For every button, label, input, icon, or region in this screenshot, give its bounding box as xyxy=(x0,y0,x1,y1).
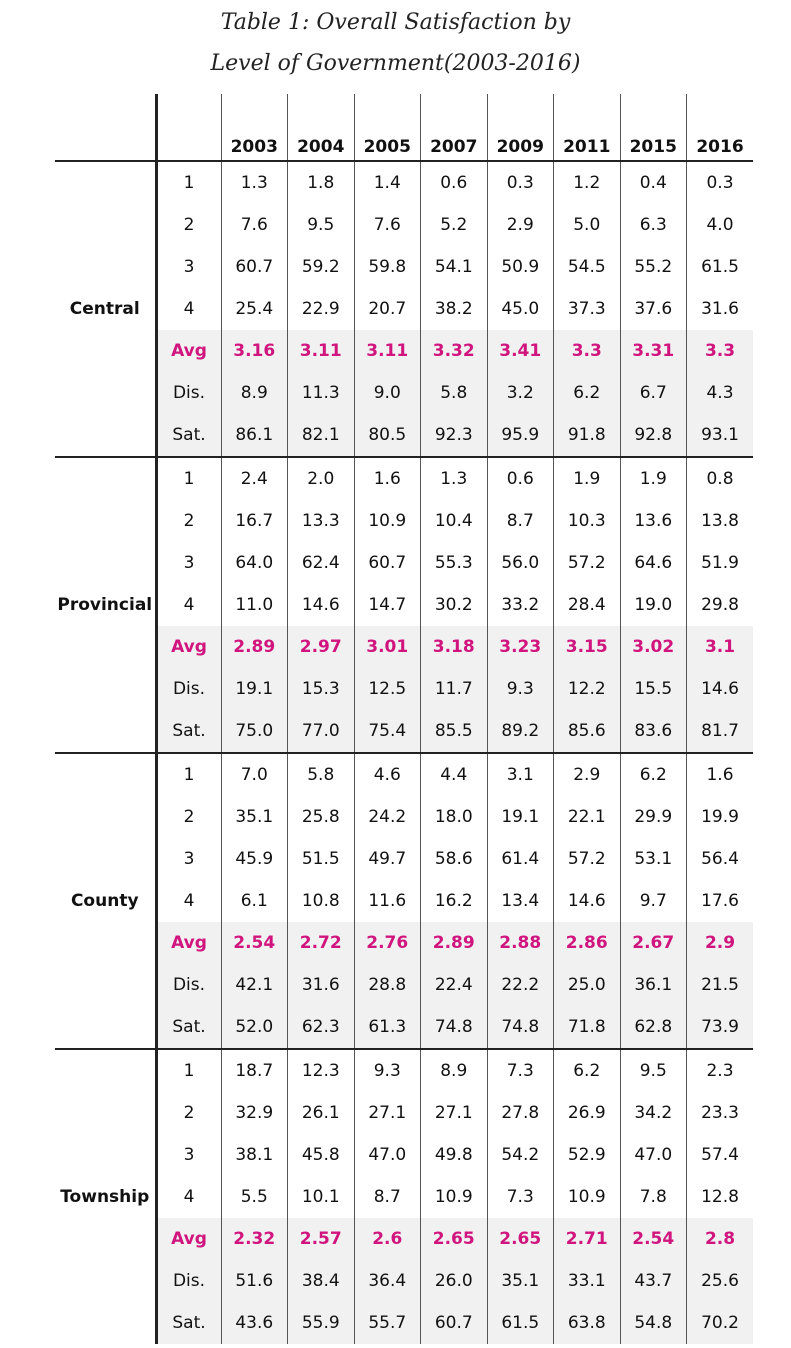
value-cell: 2.9 xyxy=(554,753,621,796)
value-cell: 5.0 xyxy=(554,204,621,246)
value-cell: 2.32 xyxy=(221,1218,288,1260)
table-title-line-2: Level of Government(2003-2016) xyxy=(210,51,581,76)
value-cell: 37.6 xyxy=(620,288,687,330)
header-level-cell xyxy=(55,94,156,161)
value-cell: 10.9 xyxy=(421,1176,488,1218)
value-cell: 23.3 xyxy=(687,1092,754,1134)
value-cell: 55.3 xyxy=(421,542,488,584)
year-header: 2009 xyxy=(487,94,554,161)
value-cell: 0.4 xyxy=(620,161,687,204)
value-cell: 6.2 xyxy=(554,372,621,414)
value-cell: 22.9 xyxy=(288,288,355,330)
value-cell: 57.2 xyxy=(554,838,621,880)
value-cell: 34.2 xyxy=(620,1092,687,1134)
table-row xyxy=(55,880,753,922)
row-code: 2 xyxy=(156,204,221,246)
value-cell: 2.86 xyxy=(554,922,621,964)
value-cell: 14.6 xyxy=(687,668,754,710)
value-cell: 31.6 xyxy=(288,964,355,1006)
value-cell: 28.4 xyxy=(554,584,621,626)
value-cell: 30.2 xyxy=(421,584,488,626)
value-cell: 1.2 xyxy=(554,161,621,204)
value-cell: 3.11 xyxy=(288,330,355,372)
value-cell: 3.31 xyxy=(620,330,687,372)
row-code: Avg xyxy=(156,1218,221,1260)
value-cell: 61.5 xyxy=(487,1302,554,1344)
value-cell: 3.15 xyxy=(554,626,621,668)
value-cell: 9.3 xyxy=(354,1049,421,1092)
value-cell: 10.1 xyxy=(288,1176,355,1218)
value-cell: 10.9 xyxy=(554,1176,621,1218)
value-cell: 19.1 xyxy=(221,668,288,710)
value-cell: 2.72 xyxy=(288,922,355,964)
value-cell: 45.8 xyxy=(288,1134,355,1176)
value-cell: 3.18 xyxy=(421,626,488,668)
value-cell: 2.6 xyxy=(354,1218,421,1260)
value-cell: 45.0 xyxy=(487,288,554,330)
value-cell: 1.3 xyxy=(421,457,488,500)
value-cell: 62.8 xyxy=(620,1006,687,1049)
value-cell: 9.0 xyxy=(354,372,421,414)
row-code: 1 xyxy=(156,161,221,204)
table-row xyxy=(55,1092,753,1134)
value-cell: 12.8 xyxy=(687,1176,754,1218)
row-code: Avg xyxy=(156,330,221,372)
value-cell: 9.7 xyxy=(620,880,687,922)
value-cell: 25.8 xyxy=(288,796,355,838)
value-cell: 3.02 xyxy=(620,626,687,668)
row-code: Sat. xyxy=(156,414,221,457)
value-cell: 2.4 xyxy=(221,457,288,500)
value-cell: 7.0 xyxy=(221,753,288,796)
value-cell: 24.2 xyxy=(354,796,421,838)
value-cell: 8.7 xyxy=(354,1176,421,1218)
value-cell: 2.54 xyxy=(221,922,288,964)
value-cell: 26.0 xyxy=(421,1260,488,1302)
row-code: 2 xyxy=(156,500,221,542)
value-cell: 3.23 xyxy=(487,626,554,668)
value-cell: 56.0 xyxy=(487,542,554,584)
row-code: 3 xyxy=(156,542,221,584)
value-cell: 54.5 xyxy=(554,246,621,288)
value-cell: 54.8 xyxy=(620,1302,687,1344)
table-row xyxy=(55,838,753,880)
value-cell: 51.5 xyxy=(288,838,355,880)
value-cell: 15.3 xyxy=(288,668,355,710)
value-cell: 64.0 xyxy=(221,542,288,584)
value-cell: 35.1 xyxy=(487,1260,554,1302)
value-cell: 3.01 xyxy=(354,626,421,668)
value-cell: 55.7 xyxy=(354,1302,421,1344)
value-cell: 2.65 xyxy=(421,1218,488,1260)
value-cell: 9.5 xyxy=(288,204,355,246)
value-cell: 10.4 xyxy=(421,500,488,542)
value-cell: 33.2 xyxy=(487,584,554,626)
value-cell: 52.9 xyxy=(554,1134,621,1176)
value-cell: 47.0 xyxy=(620,1134,687,1176)
level-label: Central xyxy=(69,299,140,319)
value-cell: 59.2 xyxy=(288,246,355,288)
value-cell: 62.3 xyxy=(288,1006,355,1049)
row-code: 4 xyxy=(156,584,221,626)
level-label: County xyxy=(55,753,156,1049)
value-cell: 5.5 xyxy=(221,1176,288,1218)
value-cell: 13.3 xyxy=(288,500,355,542)
value-cell: 60.7 xyxy=(221,246,288,288)
value-cell: 85.6 xyxy=(554,710,621,753)
value-cell: 25.6 xyxy=(687,1260,754,1302)
value-cell: 1.4 xyxy=(354,161,421,204)
value-cell: 0.8 xyxy=(687,457,754,500)
row-code: 4 xyxy=(156,288,221,330)
value-cell: 70.2 xyxy=(687,1302,754,1344)
value-cell: 4.4 xyxy=(421,753,488,796)
value-cell: 0.3 xyxy=(487,161,554,204)
value-cell: 51.6 xyxy=(221,1260,288,1302)
value-cell: 2.0 xyxy=(288,457,355,500)
satisfaction-table xyxy=(55,94,753,1344)
value-cell: 26.9 xyxy=(554,1092,621,1134)
value-cell: 38.4 xyxy=(288,1260,355,1302)
value-cell: 27.1 xyxy=(421,1092,488,1134)
table-row xyxy=(55,1176,753,1218)
row-code: Dis. xyxy=(156,668,221,710)
value-cell: 3.3 xyxy=(687,330,754,372)
value-cell: 93.1 xyxy=(687,414,754,457)
table-row xyxy=(55,964,753,1006)
value-cell: 36.4 xyxy=(354,1260,421,1302)
value-cell: 19.0 xyxy=(620,584,687,626)
value-cell: 6.2 xyxy=(620,753,687,796)
value-cell: 86.1 xyxy=(221,414,288,457)
value-cell: 3.2 xyxy=(487,372,554,414)
value-cell: 8.9 xyxy=(221,372,288,414)
value-cell: 3.1 xyxy=(687,626,754,668)
value-cell: 11.3 xyxy=(288,372,355,414)
table-row xyxy=(55,753,753,796)
row-code: Sat. xyxy=(156,1006,221,1049)
value-cell: 16.7 xyxy=(221,500,288,542)
value-cell: 3.16 xyxy=(221,330,288,372)
table-row xyxy=(55,922,753,964)
value-cell: 1.8 xyxy=(288,161,355,204)
value-cell: 80.5 xyxy=(354,414,421,457)
value-cell: 7.8 xyxy=(620,1176,687,1218)
value-cell: 0.3 xyxy=(687,161,754,204)
row-code: 3 xyxy=(156,246,221,288)
value-cell: 49.8 xyxy=(421,1134,488,1176)
table-row xyxy=(55,330,753,372)
value-cell: 27.8 xyxy=(487,1092,554,1134)
value-cell: 6.2 xyxy=(554,1049,621,1092)
year-header: 2015 xyxy=(620,94,687,161)
table-row xyxy=(55,414,753,457)
row-code: Dis. xyxy=(156,1260,221,1302)
value-cell: 21.5 xyxy=(687,964,754,1006)
value-cell: 74.8 xyxy=(487,1006,554,1049)
value-cell: 2.71 xyxy=(554,1218,621,1260)
value-cell: 43.6 xyxy=(221,1302,288,1344)
value-cell: 10.8 xyxy=(288,880,355,922)
value-cell: 9.3 xyxy=(487,668,554,710)
value-cell: 11.7 xyxy=(421,668,488,710)
row-code: 3 xyxy=(156,1134,221,1176)
table-row xyxy=(55,1134,753,1176)
value-cell: 33.1 xyxy=(554,1260,621,1302)
value-cell: 60.7 xyxy=(421,1302,488,1344)
value-cell: 38.1 xyxy=(221,1134,288,1176)
table-row xyxy=(55,584,753,626)
table-row xyxy=(55,1049,753,1092)
value-cell: 4.6 xyxy=(354,753,421,796)
table-row xyxy=(55,1260,753,1302)
value-cell: 82.1 xyxy=(288,414,355,457)
value-cell: 22.2 xyxy=(487,964,554,1006)
value-cell: 59.8 xyxy=(354,246,421,288)
year-header: 2011 xyxy=(554,94,621,161)
year-header: 2016 xyxy=(687,94,754,161)
row-code: Avg xyxy=(156,922,221,964)
value-cell: 22.4 xyxy=(421,964,488,1006)
value-cell: 25.0 xyxy=(554,964,621,1006)
value-cell: 2.9 xyxy=(487,204,554,246)
value-cell: 61.5 xyxy=(687,246,754,288)
value-cell: 42.1 xyxy=(221,964,288,1006)
value-cell: 31.6 xyxy=(687,288,754,330)
value-cell: 14.7 xyxy=(354,584,421,626)
year-header: 2004 xyxy=(288,94,355,161)
row-code: 4 xyxy=(156,880,221,922)
value-cell: 2.88 xyxy=(487,922,554,964)
value-cell: 71.8 xyxy=(554,1006,621,1049)
value-cell: 2.97 xyxy=(288,626,355,668)
value-cell: 2.54 xyxy=(620,1218,687,1260)
value-cell: 74.8 xyxy=(421,1006,488,1049)
table-row xyxy=(55,1006,753,1049)
row-code: 1 xyxy=(156,753,221,796)
value-cell: 92.3 xyxy=(421,414,488,457)
table-row xyxy=(55,500,753,542)
row-code: 2 xyxy=(156,1092,221,1134)
value-cell: 15.5 xyxy=(620,668,687,710)
value-cell: 55.9 xyxy=(288,1302,355,1344)
value-cell: 2.9 xyxy=(687,922,754,964)
value-cell: 19.9 xyxy=(687,796,754,838)
value-cell: 2.57 xyxy=(288,1218,355,1260)
value-cell: 0.6 xyxy=(421,161,488,204)
value-cell: 6.7 xyxy=(620,372,687,414)
table-row xyxy=(55,796,753,838)
value-cell: 45.9 xyxy=(221,838,288,880)
value-cell: 75.0 xyxy=(221,710,288,753)
value-cell: 7.3 xyxy=(487,1049,554,1092)
value-cell: 13.6 xyxy=(620,500,687,542)
value-cell: 10.3 xyxy=(554,500,621,542)
table-row xyxy=(55,246,753,288)
value-cell: 77.0 xyxy=(288,710,355,753)
value-cell: 57.4 xyxy=(687,1134,754,1176)
value-cell: 5.8 xyxy=(421,372,488,414)
table-row xyxy=(55,288,753,330)
value-cell: 2.3 xyxy=(687,1049,754,1092)
row-code: 4 xyxy=(156,1176,221,1218)
value-cell: 4.0 xyxy=(687,204,754,246)
value-cell: 0.6 xyxy=(487,457,554,500)
value-cell: 18.0 xyxy=(421,796,488,838)
value-cell: 26.1 xyxy=(288,1092,355,1134)
value-cell: 54.2 xyxy=(487,1134,554,1176)
value-cell: 2.67 xyxy=(620,922,687,964)
value-cell: 53.1 xyxy=(620,838,687,880)
value-cell: 2.65 xyxy=(487,1218,554,1260)
value-cell: 35.1 xyxy=(221,796,288,838)
value-cell: 56.4 xyxy=(687,838,754,880)
level-label: Provincial xyxy=(55,457,156,753)
value-cell: 12.5 xyxy=(354,668,421,710)
value-cell: 11.6 xyxy=(354,880,421,922)
value-cell: 2.89 xyxy=(421,922,488,964)
value-cell: 3.1 xyxy=(487,753,554,796)
value-cell: 75.4 xyxy=(354,710,421,753)
value-cell: 47.0 xyxy=(354,1134,421,1176)
value-cell: 18.7 xyxy=(221,1049,288,1092)
table-row xyxy=(55,457,753,500)
row-code: Sat. xyxy=(156,710,221,753)
year-header: 2003 xyxy=(221,94,288,161)
value-cell: 4.3 xyxy=(687,372,754,414)
row-code: 1 xyxy=(156,457,221,500)
row-code: Dis. xyxy=(156,964,221,1006)
value-cell: 43.7 xyxy=(620,1260,687,1302)
value-cell: 14.6 xyxy=(554,880,621,922)
value-cell: 14.6 xyxy=(288,584,355,626)
value-cell: 20.7 xyxy=(354,288,421,330)
value-cell: 54.1 xyxy=(421,246,488,288)
value-cell: 55.2 xyxy=(620,246,687,288)
value-cell: 8.7 xyxy=(487,500,554,542)
value-cell: 37.3 xyxy=(554,288,621,330)
value-cell: 85.5 xyxy=(421,710,488,753)
row-code: 2 xyxy=(156,796,221,838)
value-cell: 7.3 xyxy=(487,1176,554,1218)
row-code: Dis. xyxy=(156,372,221,414)
table-title-line-1: Table 1: Overall Satisfaction by xyxy=(220,10,571,35)
value-cell: 52.0 xyxy=(221,1006,288,1049)
value-cell: 17.6 xyxy=(687,880,754,922)
table-row xyxy=(55,1218,753,1260)
table-row xyxy=(55,626,753,668)
value-cell: 29.8 xyxy=(687,584,754,626)
value-cell: 1.6 xyxy=(687,753,754,796)
row-code: 1 xyxy=(156,1049,221,1092)
level-label: Township xyxy=(55,1049,156,1344)
header-code-cell xyxy=(156,94,221,161)
value-cell: 11.0 xyxy=(221,584,288,626)
value-cell: 49.7 xyxy=(354,838,421,880)
value-cell: 12.3 xyxy=(288,1049,355,1092)
value-cell: 73.9 xyxy=(687,1006,754,1049)
value-cell: 12.2 xyxy=(554,668,621,710)
value-cell: 3.11 xyxy=(354,330,421,372)
table-title xyxy=(0,2,791,84)
value-cell: 7.6 xyxy=(354,204,421,246)
value-cell: 95.9 xyxy=(487,414,554,457)
table-row xyxy=(55,161,753,204)
value-cell: 13.8 xyxy=(687,500,754,542)
value-cell: 10.9 xyxy=(354,500,421,542)
header-row xyxy=(55,94,753,161)
value-cell: 60.7 xyxy=(354,542,421,584)
row-code: Avg xyxy=(156,626,221,668)
value-cell: 5.2 xyxy=(421,204,488,246)
table-row xyxy=(55,668,753,710)
row-code: 3 xyxy=(156,838,221,880)
value-cell: 89.2 xyxy=(487,710,554,753)
value-cell: 28.8 xyxy=(354,964,421,1006)
value-cell: 58.6 xyxy=(421,838,488,880)
year-header: 2007 xyxy=(421,94,488,161)
value-cell: 57.2 xyxy=(554,542,621,584)
table-row xyxy=(55,372,753,414)
value-cell: 61.4 xyxy=(487,838,554,880)
value-cell: 32.9 xyxy=(221,1092,288,1134)
value-cell: 8.9 xyxy=(421,1049,488,1092)
value-cell: 81.7 xyxy=(687,710,754,753)
table-row xyxy=(55,710,753,753)
value-cell: 1.9 xyxy=(620,457,687,500)
value-cell: 51.9 xyxy=(687,542,754,584)
table-row xyxy=(55,542,753,584)
row-code: Sat. xyxy=(156,1302,221,1344)
value-cell: 29.9 xyxy=(620,796,687,838)
value-cell: 92.8 xyxy=(620,414,687,457)
value-cell: 1.6 xyxy=(354,457,421,500)
value-cell: 1.9 xyxy=(554,457,621,500)
value-cell: 27.1 xyxy=(354,1092,421,1134)
value-cell: 38.2 xyxy=(421,288,488,330)
value-cell: 3.41 xyxy=(487,330,554,372)
table-row xyxy=(55,204,753,246)
value-cell: 63.8 xyxy=(554,1302,621,1344)
table-row xyxy=(55,1302,753,1344)
value-cell: 2.76 xyxy=(354,922,421,964)
value-cell: 6.3 xyxy=(620,204,687,246)
value-cell: 25.4 xyxy=(221,288,288,330)
value-cell: 91.8 xyxy=(554,414,621,457)
value-cell: 50.9 xyxy=(487,246,554,288)
value-cell: 9.5 xyxy=(620,1049,687,1092)
value-cell: 2.8 xyxy=(687,1218,754,1260)
value-cell: 5.8 xyxy=(288,753,355,796)
value-cell: 7.6 xyxy=(221,204,288,246)
value-cell: 64.6 xyxy=(620,542,687,584)
value-cell: 62.4 xyxy=(288,542,355,584)
value-cell: 83.6 xyxy=(620,710,687,753)
value-cell: 19.1 xyxy=(487,796,554,838)
value-cell: 13.4 xyxy=(487,880,554,922)
value-cell: 3.3 xyxy=(554,330,621,372)
value-cell: 22.1 xyxy=(554,796,621,838)
value-cell: 3.32 xyxy=(421,330,488,372)
value-cell: 61.3 xyxy=(354,1006,421,1049)
value-cell: 1.3 xyxy=(221,161,288,204)
value-cell: 6.1 xyxy=(221,880,288,922)
value-cell: 36.1 xyxy=(620,964,687,1006)
value-cell: 16.2 xyxy=(421,880,488,922)
year-header: 2005 xyxy=(354,94,421,161)
value-cell: 2.89 xyxy=(221,626,288,668)
